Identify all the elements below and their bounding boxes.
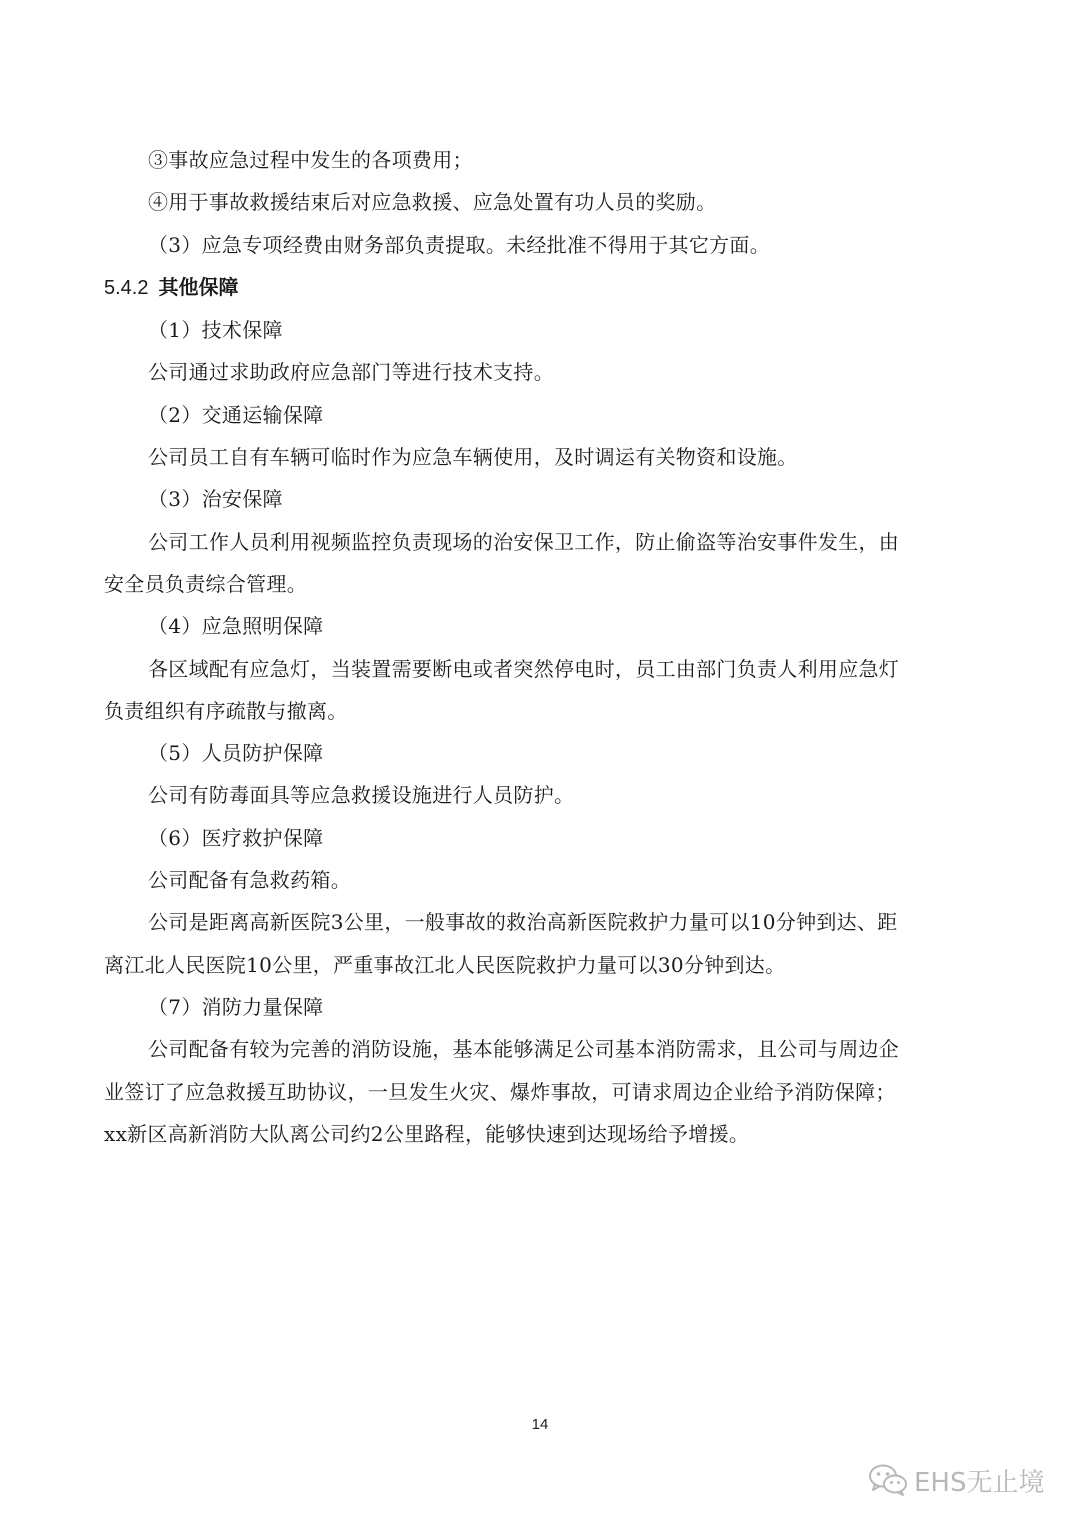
paragraph-line: 各区域配有应急灯，当装置需要断电或者突然停电时，员工由部门负责人利用应急灯 xyxy=(148,656,900,681)
section-heading xyxy=(104,266,954,309)
paragraph-continuation: xx新区高新消防大队离公司约2公里路程，能够快速到达现场给予增援。 xyxy=(104,1121,750,1146)
paragraph-line: （5）人员防护保障 xyxy=(148,741,324,766)
paragraph-line: （2）交通运输保障 xyxy=(148,402,324,427)
paragraph-line: 公司工作人员利用视频监控负责现场的治安保卫工作，防止偷盗等治安事件发生，由 xyxy=(148,529,900,554)
paragraph-line: （3）应急专项经费由财务部负责提取。未经批准不得用于其它方面。 xyxy=(148,232,771,257)
paragraph-line: （7）消防力量保障 xyxy=(148,994,324,1019)
paragraph-continuation: 业签订了应急救援互助协议，一旦发生火灾、爆炸事故，可请求周边企业给予消防保障； xyxy=(104,1079,896,1104)
document-body xyxy=(104,139,954,1155)
watermark xyxy=(868,1462,1044,1498)
paragraph-line: 公司是距离高新医院3公里，一般事故的救治高新医院救护力量可以10分钟到达、距 xyxy=(148,910,898,935)
paragraph-line: （1）技术保障 xyxy=(148,318,283,343)
wechat-icon xyxy=(868,1463,908,1497)
paragraph-line: 公司通过求助政府应急部门等进行技术支持。 xyxy=(148,360,554,385)
page-number: 14 xyxy=(531,1416,549,1433)
paragraph-line: ③事故应急过程中发生的各项费用； xyxy=(148,148,473,172)
paragraph-line: ④用于事故救援结束后对应急救援、应急处置有功人员的奖励。 xyxy=(148,190,717,215)
paragraph-line: （3）治安保障 xyxy=(148,487,283,512)
paragraph-line: 公司配备有较为完善的消防设施，基本能够满足公司基本消防需求，且公司与周边企 xyxy=(148,1037,900,1062)
paragraph-continuation: 负责组织有序疏散与撤离。 xyxy=(104,698,348,723)
paragraph-line: （6）医疗救护保障 xyxy=(148,825,324,850)
section-number: 5.4.2 xyxy=(104,276,149,299)
section-title: 其他保障 xyxy=(158,274,239,299)
paragraph-line: （4）应急照明保障 xyxy=(148,614,324,639)
paragraph-continuation: 安全员负责综合管理。 xyxy=(104,571,307,596)
paragraph-line: 公司配备有急救药箱。 xyxy=(148,868,351,893)
paragraph-continuation: 离江北人民医院10公里，严重事故江北人民医院救护力量可以30分钟到达。 xyxy=(104,952,786,977)
paragraph-line: 公司员工自有车辆可临时作为应急车辆使用，及时调运有关物资和设施。 xyxy=(148,445,798,470)
watermark-text: EHS无止境 xyxy=(914,1467,1045,1498)
paragraph-line: 公司有防毒面具等应急救援设施进行人员防护。 xyxy=(148,783,575,808)
